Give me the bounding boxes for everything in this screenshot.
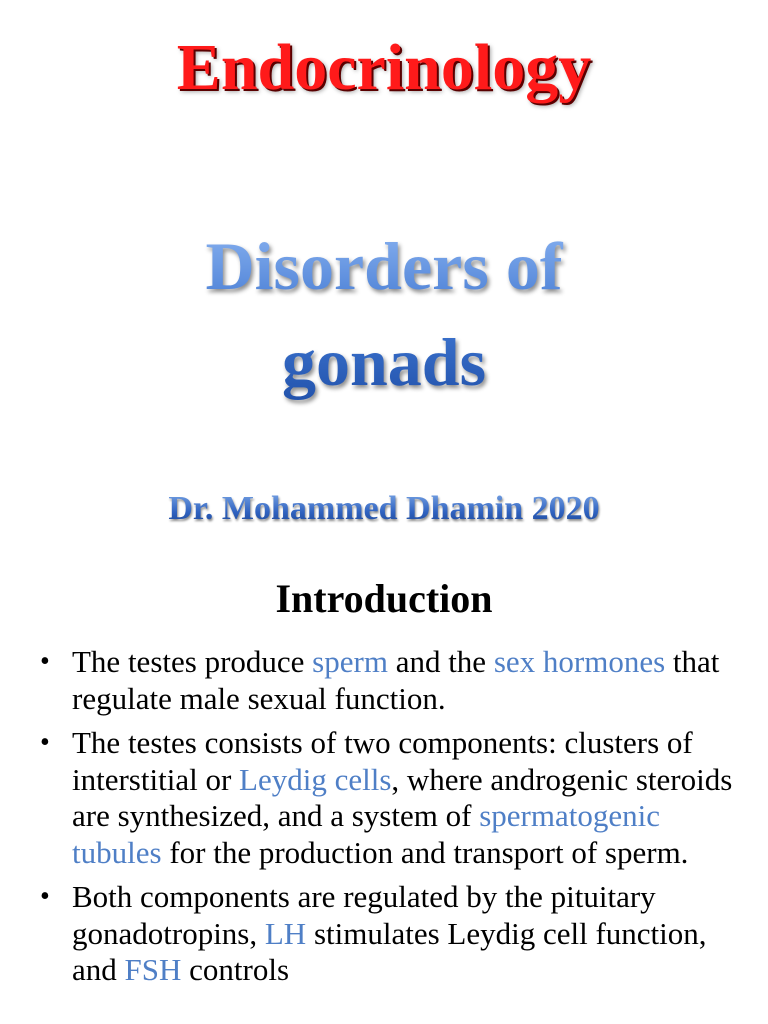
bullet-dot: • (40, 881, 50, 912)
bullet-text: stimulates Leydig cell function, and (72, 915, 707, 987)
bullet-dot: • (40, 646, 50, 677)
section-heading: Introduction (275, 576, 493, 621)
highlight-term: spermatogenic tubules (72, 798, 660, 870)
bullet-item (36, 879, 746, 989)
bullet-text: controls (181, 952, 290, 987)
bullet-text: for the production and transport of sperm. (161, 834, 689, 870)
bullet-list (36, 644, 746, 997)
bullet-text: The testes produce (72, 644, 313, 679)
slide-title: Endocrinology (176, 31, 592, 104)
author-line: Dr. Mohammed Dhamin 2020 (0, 490, 768, 527)
highlight-term: LH (264, 915, 307, 951)
bullet-text: , where androgenic steroids are synthesized, and a system of (72, 761, 733, 833)
highlight-term: FSH (124, 952, 182, 987)
introduction-slide (0, 560, 768, 1024)
bullet-text: and the (387, 644, 494, 679)
subtitle-line-1: Disorders of (205, 228, 563, 304)
highlight-term: sex hormones (493, 644, 666, 679)
highlight-term: sperm (312, 644, 388, 679)
highlight-term: Leydig cells (239, 761, 392, 797)
slide-subtitle (0, 218, 768, 410)
bullet-dot: • (40, 727, 50, 758)
bullet-item (36, 725, 746, 871)
bullet-text: Both components are regulated by the pituitary gonadotropins, (72, 879, 656, 951)
bullet-text: The testes consists of two components: clusters of interstitial or (72, 725, 693, 797)
bullet-text: that regulate male sexual function. (72, 644, 720, 716)
subtitle-line-2: gonads (281, 324, 487, 400)
bullet-item (36, 644, 746, 717)
